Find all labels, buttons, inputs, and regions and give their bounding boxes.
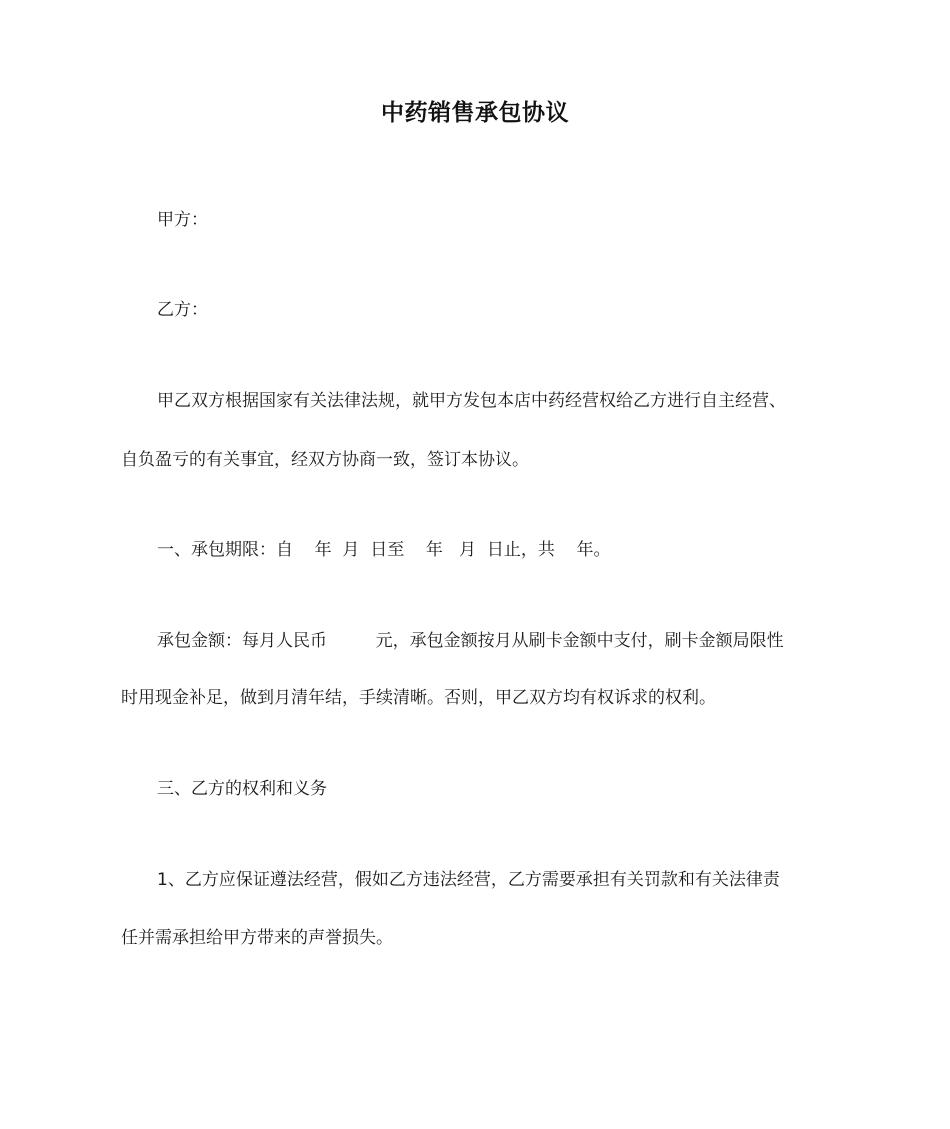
document-title: 中药销售承包协议 [381, 100, 569, 126]
contract-term-clause: 一、承包期限：自 年 月 日至 年 月 日止，共 年。 [157, 540, 611, 560]
clause-1-line-1: 1、乙方应保证遵法经营，假如乙方违法经营，乙方需要承担有关罚款和有关法律责 [157, 870, 780, 890]
intro-paragraph-line-1: 甲乙双方根据国家有关法律法规，就甲方发包本店中药经营权给乙方进行自主经营、 [157, 391, 786, 411]
section-3-heading: 三、乙方的权利和义务 [157, 779, 327, 799]
party-b-label: 乙方： [157, 300, 208, 320]
contract-amount-line-2: 时用现金补足，做到月清年结，手续清晰。否则，甲乙双方均有权诉求的权利。 [121, 688, 716, 708]
party-a-label: 甲方： [157, 210, 208, 230]
intro-paragraph-line-2: 自负盈亏的有关事宜，经双方协商一致，签订本协议。 [121, 450, 529, 470]
clause-1-line-2: 任并需承担给甲方带来的声誉损失。 [121, 928, 393, 948]
contract-amount-line-1: 承包金额：每月人民币 元，承包金额按月从刷卡金额中支付，刷卡金额局限性 [157, 631, 784, 651]
